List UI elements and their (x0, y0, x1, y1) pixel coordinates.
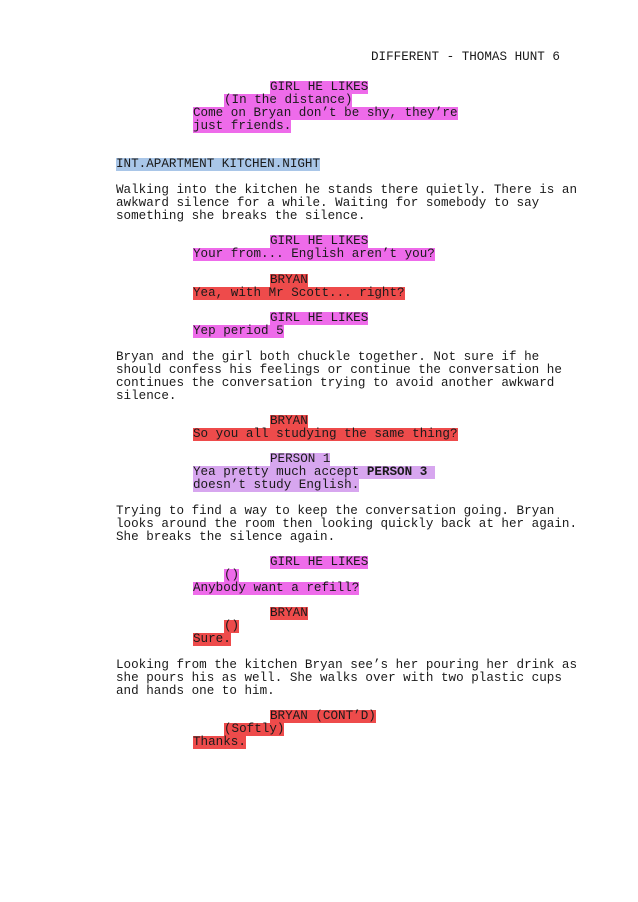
action-line: Walking into the kitchen he stands there quietly. There is an (116, 183, 578, 197)
action-line: silence. (116, 389, 177, 403)
action-line: should confess his feelings or continue the conversation he (116, 363, 562, 377)
action-line: She breaks the silence again. (116, 530, 336, 544)
character-name: PERSON 1 (270, 452, 331, 466)
action-line: something she breaks the silence. (116, 209, 366, 223)
dialogue-line: Thanks. (193, 735, 246, 749)
dialogue-line: doesn’t study English. (193, 478, 360, 492)
dialogue-text: Yea pretty much accept (193, 465, 367, 479)
dialogue-line: Come on Bryan don’t be shy, they’re (193, 106, 458, 120)
scene-heading: INT.APARTMENT KITCHEN.NIGHT (116, 157, 321, 171)
character-name: BRYAN (270, 273, 308, 287)
character-name: GIRL HE LIKES (270, 234, 369, 248)
character-name: GIRL HE LIKES (270, 80, 369, 94)
dialogue-line: Yea, with Mr Scott... right? (193, 286, 405, 300)
action-line: she pours his as well. She walks over with two plastic cups (116, 671, 562, 685)
dialogue-line: Yep period 5 (193, 324, 284, 338)
character-name: BRYAN (CONT’D) (270, 709, 376, 723)
dialogue-line: So you all studying the same thing? (193, 427, 458, 441)
parenthetical: (Softly) (224, 722, 285, 736)
character-name: BRYAN (270, 606, 308, 620)
parenthetical: () (224, 619, 240, 633)
dialogue-line: Sure. (193, 632, 231, 646)
action-line: awkward silence for a while. Waiting for somebody to say (116, 196, 540, 210)
parenthetical: (In the distance) (224, 93, 353, 107)
action-line: continues the conversation trying to avoid another awkward (116, 376, 555, 390)
character-name: BRYAN (270, 414, 308, 428)
page-header: DIFFERENT - THOMAS HUNT 6 (371, 50, 560, 64)
dialogue-line: Your from... English aren’t you? (193, 247, 435, 261)
character-name: GIRL HE LIKES (270, 311, 369, 325)
dialogue-line: Anybody want a refill? (193, 581, 360, 595)
parenthetical: () (224, 568, 240, 582)
action-line: looks around the room then looking quickly back at her again. (116, 517, 578, 531)
character-name: GIRL HE LIKES (270, 555, 369, 569)
action-line: and hands one to him. (116, 684, 275, 698)
action-line: Looking from the kitchen Bryan see’s her pouring her drink as (116, 658, 578, 672)
action-line: Trying to find a way to keep the conversation going. Bryan (116, 504, 555, 518)
dialogue-line: just friends. (193, 119, 292, 133)
dialogue-emphasis: PERSON 3 (366, 465, 428, 479)
action-line: Bryan and the girl both chuckle together. Not sure if he (116, 350, 540, 364)
